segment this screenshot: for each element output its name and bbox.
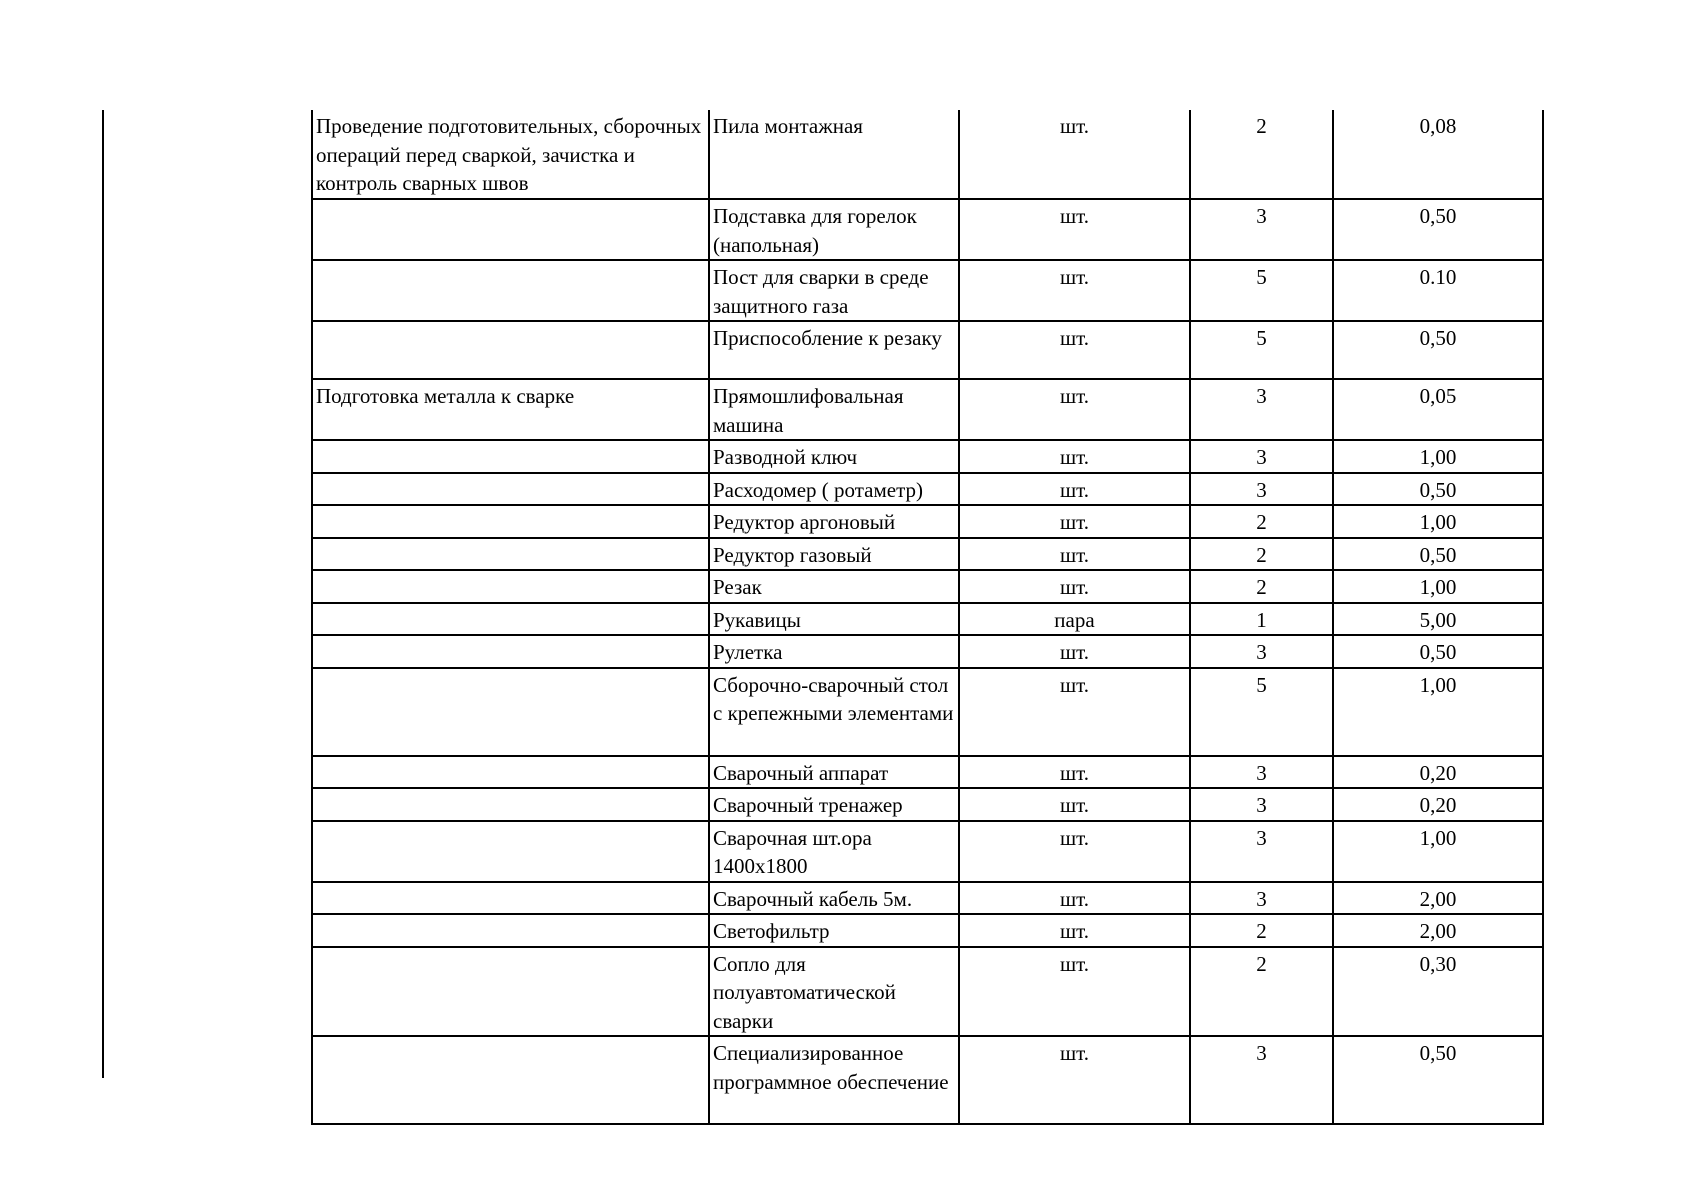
table-row bbox=[312, 260, 1543, 321]
item-name-cell: Сварочный аппарат bbox=[709, 756, 959, 789]
quantity-cell: 5 bbox=[1190, 668, 1333, 756]
table-row bbox=[312, 947, 1543, 1037]
item-name-cell: Сварочный тренажер bbox=[709, 788, 959, 821]
table-row bbox=[312, 821, 1543, 882]
operation-cell bbox=[312, 1036, 709, 1124]
quantity-cell: 3 bbox=[1190, 440, 1333, 473]
operation-cell: Подготовка металла к сварке bbox=[312, 379, 709, 440]
value-cell: 5,00 bbox=[1333, 603, 1543, 636]
unit-cell: шт. bbox=[959, 538, 1190, 571]
table-row bbox=[312, 440, 1543, 473]
operation-cell bbox=[312, 321, 709, 379]
unit-cell: шт. bbox=[959, 821, 1190, 882]
unit-cell: шт. bbox=[959, 321, 1190, 379]
value-cell: 1,00 bbox=[1333, 505, 1543, 538]
unit-cell: шт. bbox=[959, 756, 1190, 789]
unit-cell: шт. bbox=[959, 379, 1190, 440]
item-name-cell: Прямошлифовальная машина bbox=[709, 379, 959, 440]
unit-cell: шт. bbox=[959, 788, 1190, 821]
table-row bbox=[312, 882, 1543, 915]
table-row bbox=[312, 603, 1543, 636]
unit-cell: шт. bbox=[959, 110, 1190, 199]
value-cell: 0,50 bbox=[1333, 321, 1543, 379]
table-row bbox=[312, 379, 1543, 440]
value-cell: 0,20 bbox=[1333, 756, 1543, 789]
item-name-cell: Пост для сварки в среде защитного газа bbox=[709, 260, 959, 321]
table-row bbox=[312, 321, 1543, 379]
quantity-cell: 5 bbox=[1190, 321, 1333, 379]
unit-cell: пара bbox=[959, 603, 1190, 636]
quantity-cell: 3 bbox=[1190, 379, 1333, 440]
operation-cell bbox=[312, 882, 709, 915]
table-row bbox=[312, 473, 1543, 506]
operation-cell bbox=[312, 473, 709, 506]
item-name-cell: Приспособление к резаку bbox=[709, 321, 959, 379]
table-row bbox=[312, 505, 1543, 538]
unit-cell: шт. bbox=[959, 947, 1190, 1037]
quantity-cell: 2 bbox=[1190, 914, 1333, 947]
quantity-cell: 3 bbox=[1190, 788, 1333, 821]
operation-cell bbox=[312, 505, 709, 538]
quantity-cell: 3 bbox=[1190, 635, 1333, 668]
quantity-cell: 3 bbox=[1190, 1036, 1333, 1124]
item-name-cell: Сварочная шт.ора 1400х1800 bbox=[709, 821, 959, 882]
operation-cell bbox=[312, 199, 709, 260]
unit-cell: шт. bbox=[959, 668, 1190, 756]
item-name-cell: Светофильтр bbox=[709, 914, 959, 947]
item-name-cell: Пила монтажная bbox=[709, 110, 959, 199]
operation-cell bbox=[312, 260, 709, 321]
operation-cell bbox=[312, 603, 709, 636]
table-row bbox=[312, 538, 1543, 571]
unit-cell: шт. bbox=[959, 635, 1190, 668]
quantity-cell: 3 bbox=[1190, 473, 1333, 506]
item-name-cell: Рулетка bbox=[709, 635, 959, 668]
unit-cell: шт. bbox=[959, 914, 1190, 947]
table-row bbox=[312, 635, 1543, 668]
operation-cell bbox=[312, 440, 709, 473]
value-cell: 1,00 bbox=[1333, 668, 1543, 756]
value-cell: 0,50 bbox=[1333, 635, 1543, 668]
table-row bbox=[312, 110, 1543, 199]
item-name-cell: Специализированное программное обеспечение bbox=[709, 1036, 959, 1124]
item-name-cell: Расходомер ( ротаметр) bbox=[709, 473, 959, 506]
unit-cell: шт. bbox=[959, 473, 1190, 506]
operation-cell bbox=[312, 538, 709, 571]
quantity-cell: 2 bbox=[1190, 110, 1333, 199]
item-name-cell: Подставка для горелок (напольная) bbox=[709, 199, 959, 260]
table-row bbox=[312, 570, 1543, 603]
unit-cell: шт. bbox=[959, 505, 1190, 538]
item-name-cell: Редуктор аргоновый bbox=[709, 505, 959, 538]
item-name-cell: Резак bbox=[709, 570, 959, 603]
value-cell: 0,30 bbox=[1333, 947, 1543, 1037]
quantity-cell: 2 bbox=[1190, 538, 1333, 571]
item-name-cell: Рукавицы bbox=[709, 603, 959, 636]
table-row bbox=[312, 756, 1543, 789]
item-name-cell: Редуктор газовый bbox=[709, 538, 959, 571]
item-name-cell: Сварочный кабель 5м. bbox=[709, 882, 959, 915]
equipment-table bbox=[311, 110, 1544, 1125]
operation-cell bbox=[312, 947, 709, 1037]
operation-cell bbox=[312, 821, 709, 882]
quantity-cell: 2 bbox=[1190, 505, 1333, 538]
table-row bbox=[312, 668, 1543, 756]
item-name-cell: Сборочно-сварочный стол с крепежными элементами bbox=[709, 668, 959, 756]
operation-cell bbox=[312, 635, 709, 668]
quantity-cell: 3 bbox=[1190, 821, 1333, 882]
operation-cell bbox=[312, 756, 709, 789]
unit-cell: шт. bbox=[959, 570, 1190, 603]
value-cell: 1,00 bbox=[1333, 570, 1543, 603]
operation-cell bbox=[312, 570, 709, 603]
quantity-cell: 2 bbox=[1190, 570, 1333, 603]
value-cell: 0,50 bbox=[1333, 538, 1543, 571]
table-row bbox=[312, 199, 1543, 260]
unit-cell: шт. bbox=[959, 199, 1190, 260]
value-cell: 0,05 bbox=[1333, 379, 1543, 440]
value-cell: 1,00 bbox=[1333, 821, 1543, 882]
quantity-cell: 5 bbox=[1190, 260, 1333, 321]
value-cell: 2,00 bbox=[1333, 882, 1543, 915]
quantity-cell: 3 bbox=[1190, 882, 1333, 915]
table-row bbox=[312, 1036, 1543, 1124]
quantity-cell: 2 bbox=[1190, 947, 1333, 1037]
quantity-cell: 1 bbox=[1190, 603, 1333, 636]
item-name-cell: Разводной ключ bbox=[709, 440, 959, 473]
operation-cell bbox=[312, 788, 709, 821]
operation-cell bbox=[312, 914, 709, 947]
table-row bbox=[312, 788, 1543, 821]
unit-cell: шт. bbox=[959, 1036, 1190, 1124]
unit-cell: шт. bbox=[959, 260, 1190, 321]
value-cell: 0,50 bbox=[1333, 473, 1543, 506]
value-cell: 1,00 bbox=[1333, 440, 1543, 473]
value-cell: 0.10 bbox=[1333, 260, 1543, 321]
left-margin-rule bbox=[102, 110, 104, 1078]
value-cell: 0,50 bbox=[1333, 199, 1543, 260]
value-cell: 0,50 bbox=[1333, 1036, 1543, 1124]
quantity-cell: 3 bbox=[1190, 756, 1333, 789]
unit-cell: шт. bbox=[959, 440, 1190, 473]
operation-cell: Проведение подготовительных, сборочных операций перед сваркой, зачистка и контроль сварных швов bbox=[312, 110, 709, 199]
item-name-cell: Сопло для полуавтоматической сварки bbox=[709, 947, 959, 1037]
value-cell: 0,20 bbox=[1333, 788, 1543, 821]
unit-cell: шт. bbox=[959, 882, 1190, 915]
table-row bbox=[312, 914, 1543, 947]
value-cell: 0,08 bbox=[1333, 110, 1543, 199]
quantity-cell: 3 bbox=[1190, 199, 1333, 260]
value-cell: 2,00 bbox=[1333, 914, 1543, 947]
operation-cell bbox=[312, 668, 709, 756]
